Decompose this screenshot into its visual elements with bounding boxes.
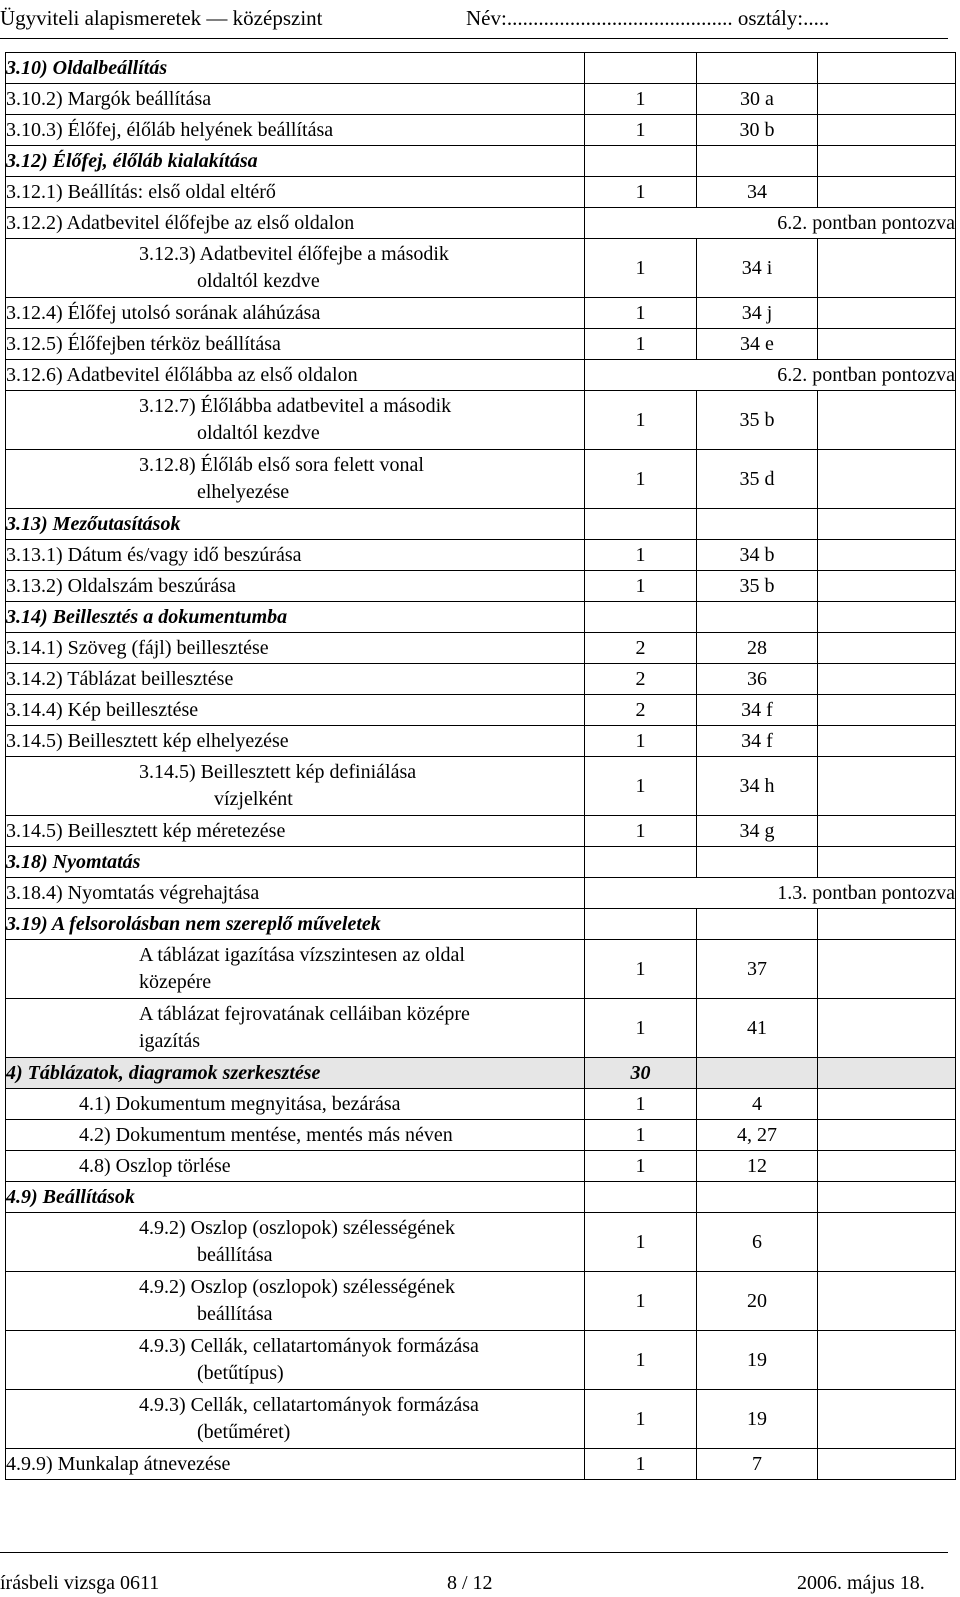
row-score-cell[interactable] (818, 450, 956, 509)
row-reference: 7 (697, 1449, 818, 1480)
row-points: 1 (585, 1120, 697, 1151)
row-label-text: 3.10) Oldalbeállítás (6, 56, 168, 79)
row-score-cell[interactable] (818, 1058, 956, 1089)
row-points: 1 (585, 177, 697, 208)
row-score-cell[interactable] (818, 695, 956, 726)
row-score-cell[interactable] (818, 53, 956, 84)
row-points: 1 (585, 1151, 697, 1182)
row-points: 1 (585, 757, 697, 816)
row-score-cell[interactable] (818, 999, 956, 1058)
table-row (6, 298, 956, 329)
row-reference: 36 (697, 664, 818, 695)
table-row (6, 146, 956, 177)
row-reference: 34 g (697, 816, 818, 847)
row-reference: 20 (697, 1272, 818, 1331)
table-row (6, 509, 956, 540)
header-rule (0, 38, 948, 39)
row-reference: 37 (697, 940, 818, 999)
row-points: 1 (585, 329, 697, 360)
row-label (6, 540, 585, 571)
row-label (6, 878, 585, 909)
table-row (6, 1390, 956, 1449)
row-note: 6.2. pontban pontozva (585, 360, 956, 391)
table-row (6, 115, 956, 146)
row-label-text: A táblázat fejrovatának celláiban középre (139, 1003, 470, 1025)
row-label (6, 1182, 585, 1213)
row-label (6, 84, 585, 115)
table-row (6, 664, 956, 695)
row-label-text: 3.14.5) Beillesztett kép definiálása (139, 761, 417, 783)
row-reference: 34 h (697, 757, 818, 816)
row-label (6, 208, 585, 239)
row-points: 1 (585, 391, 697, 450)
row-label (6, 146, 585, 177)
row-label-text: 4) Táblázatok, diagramok szerkesztése (6, 1061, 321, 1084)
row-points: 1 (585, 298, 697, 329)
table-row (6, 816, 956, 847)
table-row (6, 329, 956, 360)
row-reference (697, 602, 818, 633)
row-label (6, 329, 585, 360)
table-row (6, 909, 956, 940)
row-reference (697, 53, 818, 84)
row-reference: 28 (697, 633, 818, 664)
row-points: 1 (585, 1213, 697, 1272)
row-score-cell[interactable] (818, 633, 956, 664)
row-label (6, 360, 585, 391)
row-score-cell[interactable] (818, 1272, 956, 1331)
row-points: 1 (585, 1449, 697, 1480)
row-reference (697, 1182, 818, 1213)
row-points: 1 (585, 84, 697, 115)
row-score-cell[interactable] (818, 1151, 956, 1182)
row-points (585, 602, 697, 633)
table-row (6, 602, 956, 633)
row-label (6, 1449, 585, 1480)
row-score-cell[interactable] (818, 940, 956, 999)
row-score-cell[interactable] (818, 298, 956, 329)
row-points: 30 (585, 1058, 697, 1089)
row-label-continuation: közepére (139, 971, 212, 993)
table-row (6, 757, 956, 816)
row-label-text: 3.19) A felsorolásban nem szereplő műveletek (6, 912, 381, 935)
page-footer (0, 1560, 960, 1594)
header-name-class: Név:........................................... osztály:..... (466, 6, 830, 30)
row-points: 2 (585, 664, 697, 695)
row-points (585, 909, 697, 940)
row-label-text: 3.12.2) Adatbevitel élőfejbe az első oldalon (6, 211, 355, 234)
row-score-cell[interactable] (818, 847, 956, 878)
row-points: 1 (585, 1089, 697, 1120)
row-reference (697, 909, 818, 940)
row-label-text: 3.14.4) Kép beillesztése (6, 698, 199, 721)
table-row (6, 450, 956, 509)
row-label-text: 3.12.5) Élőfejben térköz beállítása (6, 332, 281, 355)
row-points: 1 (585, 450, 697, 509)
row-label-text: 3.18.4) Nyomtatás végrehajtása (6, 881, 260, 904)
row-score-cell[interactable] (818, 1331, 956, 1390)
row-points: 1 (585, 115, 697, 146)
row-reference: 34 f (697, 695, 818, 726)
table-row (6, 1058, 956, 1089)
row-label (6, 450, 585, 509)
row-label (6, 757, 585, 816)
row-score-cell[interactable] (818, 329, 956, 360)
row-label (6, 1151, 585, 1182)
row-label-text: 3.12.8) Élőláb első sora felett vonal (139, 454, 424, 476)
row-label (6, 909, 585, 940)
row-label-text: 3.12.3) Adatbevitel élőfejbe a második (139, 243, 449, 265)
row-score-cell[interactable] (818, 177, 956, 208)
row-points: 2 (585, 633, 697, 664)
row-label-text: 3.12.6) Adatbevitel élőlábba az első oldalon (6, 363, 358, 386)
table-row (6, 1120, 956, 1151)
row-points: 1 (585, 1272, 697, 1331)
row-score-cell[interactable] (818, 757, 956, 816)
row-label (6, 1058, 585, 1089)
row-reference: 19 (697, 1390, 818, 1449)
row-label-text: 3.12) Élőfej, élőláb kialakítása (6, 149, 258, 172)
table-row (6, 540, 956, 571)
row-score-cell[interactable] (818, 1213, 956, 1272)
row-score-cell[interactable] (818, 726, 956, 757)
table-row (6, 695, 956, 726)
row-label-text: 3.14) Beillesztés a dokumentumba (6, 605, 288, 628)
row-score-cell[interactable] (818, 239, 956, 298)
row-label-text: 4.9.3) Cellák, cellatartományok formázása (139, 1335, 479, 1357)
table-row (6, 878, 956, 909)
row-label (6, 53, 585, 84)
table-row (6, 177, 956, 208)
row-score-cell[interactable] (818, 509, 956, 540)
table-row (6, 633, 956, 664)
row-label (6, 1272, 585, 1331)
table-row (6, 999, 956, 1058)
table-row (6, 571, 956, 602)
row-label (6, 1120, 585, 1151)
row-label (6, 940, 585, 999)
page-header (0, 0, 960, 42)
row-points (585, 509, 697, 540)
row-label-continuation: (betűtípus) (197, 1362, 284, 1384)
row-reference: 12 (697, 1151, 818, 1182)
row-reference: 34 b (697, 540, 818, 571)
row-label-text: 3.12.1) Beállítás: első oldal eltérő (6, 180, 276, 203)
row-points: 1 (585, 239, 697, 298)
row-label-text: 3.13) Mezőutasítások (6, 512, 181, 535)
row-label-text: 4.2) Dokumentum mentése, mentés más néven (79, 1123, 453, 1146)
row-note: 6.2. pontban pontozva (585, 208, 956, 239)
row-label-text: 3.12.4) Élőfej utolsó sorának aláhúzása (6, 301, 321, 324)
row-points: 1 (585, 940, 697, 999)
header-title: Ügyviteli alapismeretek — középszint (0, 6, 323, 30)
row-reference: 34 e (697, 329, 818, 360)
table-row (6, 1331, 956, 1390)
table-row (6, 1272, 956, 1331)
row-reference: 35 d (697, 450, 818, 509)
row-reference: 35 b (697, 571, 818, 602)
row-label-continuation: vízjelként (214, 788, 293, 810)
scoring-table (5, 52, 956, 1480)
table-row (6, 53, 956, 84)
row-points: 2 (585, 695, 697, 726)
table-row (6, 940, 956, 999)
row-score-cell[interactable] (818, 571, 956, 602)
table-row (6, 847, 956, 878)
row-label (6, 115, 585, 146)
table-row (6, 208, 956, 239)
row-score-cell[interactable] (818, 1120, 956, 1151)
row-score-cell[interactable] (818, 84, 956, 115)
row-reference: 4 (697, 1089, 818, 1120)
row-label-text: 3.14.1) Szöveg (fájl) beillesztése (6, 636, 269, 659)
footer-rule (0, 1552, 948, 1553)
row-label-text: 3.12.7) Élőlábba adatbevitel a második (139, 395, 452, 417)
row-label (6, 847, 585, 878)
row-score-cell[interactable] (818, 816, 956, 847)
row-reference (697, 1058, 818, 1089)
row-label-text: 3.10.2) Margók beállítása (6, 87, 212, 110)
row-label (6, 999, 585, 1058)
table-row (6, 1182, 956, 1213)
row-label-text: 4.9.9) Munkalap átnevezése (6, 1452, 231, 1475)
row-label-text: 3.14.5) Beillesztett kép elhelyezése (6, 729, 289, 752)
row-label (6, 633, 585, 664)
row-label-continuation: igazítás (139, 1030, 201, 1052)
table-row (6, 1151, 956, 1182)
row-label-continuation: beállítása (197, 1244, 273, 1266)
row-score-cell[interactable] (818, 664, 956, 695)
row-label (6, 239, 585, 298)
row-score-cell[interactable] (818, 1449, 956, 1480)
row-reference: 4, 27 (697, 1120, 818, 1151)
row-score-cell[interactable] (818, 540, 956, 571)
row-label-text: 3.14.2) Táblázat beillesztése (6, 667, 234, 690)
row-label (6, 695, 585, 726)
row-reference: 34 i (697, 239, 818, 298)
footer-page-number: 8 / 12 (447, 1572, 493, 1594)
row-label-continuation: elhelyezése (197, 481, 290, 503)
row-points: 1 (585, 1390, 697, 1449)
row-reference: 30 b (697, 115, 818, 146)
row-label (6, 391, 585, 450)
row-label (6, 177, 585, 208)
footer-date: 2006. május 18. (797, 1572, 925, 1594)
row-label (6, 816, 585, 847)
row-score-cell[interactable] (818, 1089, 956, 1120)
scoring-table-body (6, 53, 956, 1480)
row-label-text: 4.9) Beállítások (6, 1185, 135, 1208)
row-label-text: 3.18) Nyomtatás (6, 850, 141, 873)
table-row (6, 360, 956, 391)
row-label (6, 1390, 585, 1449)
row-label (6, 1089, 585, 1120)
row-score-cell[interactable] (818, 1390, 956, 1449)
row-score-cell[interactable] (818, 115, 956, 146)
table-row (6, 1449, 956, 1480)
row-reference: 34 (697, 177, 818, 208)
table-row (6, 726, 956, 757)
row-points (585, 146, 697, 177)
row-points (585, 847, 697, 878)
row-points: 1 (585, 999, 697, 1058)
row-points (585, 53, 697, 84)
row-reference: 35 b (697, 391, 818, 450)
row-reference: 30 a (697, 84, 818, 115)
row-reference: 34 j (697, 298, 818, 329)
row-label-text: 4.9.2) Oszlop (oszlopok) szélességének (139, 1217, 456, 1239)
row-reference (697, 146, 818, 177)
row-reference (697, 509, 818, 540)
table-row (6, 1089, 956, 1120)
row-label (6, 1213, 585, 1272)
row-label (6, 602, 585, 633)
row-label (6, 298, 585, 329)
row-points: 1 (585, 726, 697, 757)
row-reference: 6 (697, 1213, 818, 1272)
row-score-cell[interactable] (818, 909, 956, 940)
row-score-cell[interactable] (818, 391, 956, 450)
row-reference: 19 (697, 1331, 818, 1390)
table-row (6, 239, 956, 298)
row-label (6, 726, 585, 757)
row-points: 1 (585, 1331, 697, 1390)
row-score-cell[interactable] (818, 1182, 956, 1213)
row-label-text: 4.9.3) Cellák, cellatartományok formázása (139, 1394, 479, 1416)
row-label-continuation: (betűméret) (197, 1421, 291, 1443)
row-note: 1.3. pontban pontozva (585, 878, 956, 909)
row-label-text: 4.9.2) Oszlop (oszlopok) szélességének (139, 1276, 456, 1298)
row-label-text: 3.14.5) Beillesztett kép méretezése (6, 819, 286, 842)
row-reference: 41 (697, 999, 818, 1058)
table-row (6, 1213, 956, 1272)
row-reference: 34 f (697, 726, 818, 757)
row-score-cell[interactable] (818, 602, 956, 633)
row-points: 1 (585, 816, 697, 847)
row-label (6, 509, 585, 540)
footer-exam: írásbeli vizsga 0611 (0, 1572, 160, 1594)
row-label-continuation: oldaltól kezdve (197, 422, 320, 444)
row-label-text: 4.1) Dokumentum megnyitása, bezárása (79, 1092, 401, 1115)
row-points (585, 1182, 697, 1213)
row-reference (697, 847, 818, 878)
row-points: 1 (585, 571, 697, 602)
row-label (6, 1331, 585, 1390)
row-label-text: A táblázat igazítása vízszintesen az oldal (139, 944, 465, 966)
table-row (6, 391, 956, 450)
row-score-cell[interactable] (818, 146, 956, 177)
row-label (6, 664, 585, 695)
row-label-text: 3.10.3) Élőfej, élőláb helyének beállítása (6, 118, 334, 141)
row-label-text: 3.13.2) Oldalszám beszúrása (6, 574, 236, 597)
table-row (6, 84, 956, 115)
row-label-continuation: beállítása (197, 1303, 273, 1325)
row-label-continuation: oldaltól kezdve (197, 270, 320, 292)
row-label-text: 3.13.1) Dátum és/vagy idő beszúrása (6, 543, 302, 566)
row-label-text: 4.8) Oszlop törlése (79, 1154, 231, 1177)
row-points: 1 (585, 540, 697, 571)
row-label (6, 571, 585, 602)
